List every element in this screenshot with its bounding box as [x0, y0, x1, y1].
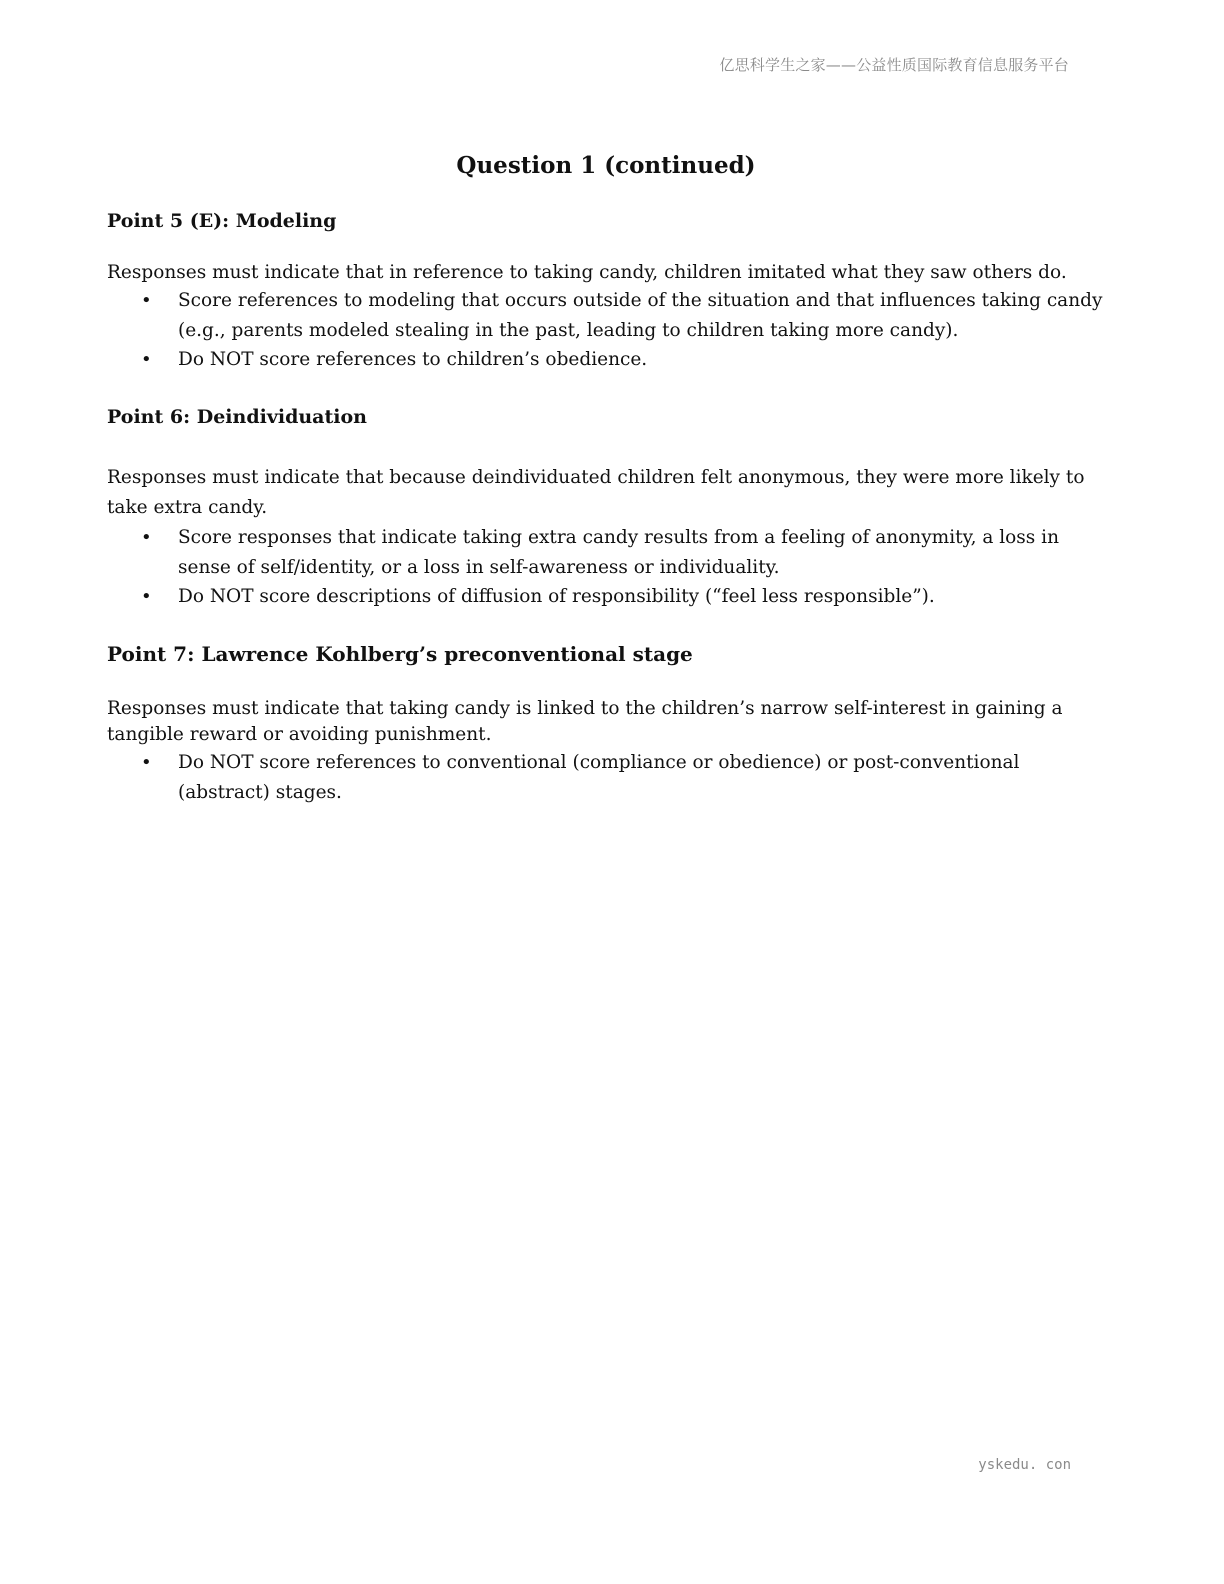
list-item: [107, 748, 1107, 807]
section-point-7: [107, 642, 1107, 807]
page-title: Question 1 (continued): [456, 152, 756, 179]
bullet-icon: •: [141, 752, 152, 773]
bullet-list: [107, 523, 1107, 612]
section-body: Responses must indicate that taking candy is linked to the children’s narrow self-interest in gaining a tangible reward or avoiding punishment.: [107, 698, 1063, 745]
list-item-text: Score references to modeling that occurs outside of the situation and that influences taking candy (e.g., parents modeled stealing in the past, leading to children taking more candy).: [178, 290, 1103, 341]
bullet-icon: •: [141, 290, 152, 311]
bullet-list: [107, 748, 1107, 807]
footer-watermark: yskedu. con: [978, 1457, 1071, 1473]
bullet-icon: •: [141, 527, 152, 548]
list-item-text: Do NOT score references to children’s obedience.: [178, 349, 648, 370]
section-point-5: [107, 209, 1107, 375]
header-watermark: 亿思科学生之家——公益性质国际教育信息服务平台: [719, 56, 1069, 74]
list-item-text: Score responses that indicate taking extra candy results from a feeling of anonymity, a loss in sense of self/identity, or a loss in self-awareness or individuality.: [178, 527, 1059, 578]
section-heading: Point 7: Lawrence Kohlberg’s preconventional stage: [107, 642, 693, 666]
bullet-list: [107, 286, 1107, 375]
section-body: Responses must indicate that in reference to taking candy, children imitated what they saw others do.: [107, 262, 1067, 283]
section-heading: Point 6: Deindividuation: [107, 406, 367, 428]
list-item: [107, 286, 1107, 345]
list-item-text: Do NOT score references to conventional (compliance or obedience) or post-conventional (abstract) stages.: [178, 752, 1020, 803]
section-body: Responses must indicate that because deindividuated children felt anonymous, they were more likely to take extra candy.: [107, 467, 1085, 518]
section-point-6: [107, 405, 1107, 612]
section-heading: Point 5 (E): Modeling: [107, 210, 337, 232]
bullet-icon: •: [141, 586, 152, 607]
list-item-text: Do NOT score descriptions of diffusion of responsibility (“feel less responsible”).: [178, 586, 935, 607]
bullet-icon: •: [141, 349, 152, 370]
list-item: [107, 582, 1107, 612]
list-item: [107, 345, 1107, 375]
list-item: [107, 523, 1107, 582]
